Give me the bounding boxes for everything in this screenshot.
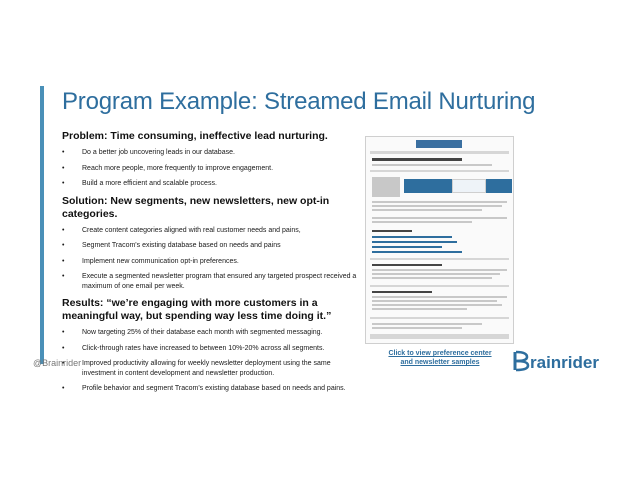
preview-link-line <box>372 241 457 243</box>
preview-text-line <box>372 205 502 207</box>
preview-text-line <box>372 269 507 271</box>
preview-text-line <box>372 296 507 298</box>
problem-bullet: • Build a more efficient and scalable process. <box>62 179 362 189</box>
results-bullet: • Improved productivity allowing for weekly newsletter deployment using the same investment in content development and newsletter production. <box>62 359 362 378</box>
preview-rule <box>370 317 509 319</box>
preview-text-line <box>372 264 442 266</box>
slide-content <box>62 130 362 400</box>
preview-logo-box <box>452 179 486 193</box>
problem-bullet: • Do a better job uncovering leads in our database. <box>62 148 362 158</box>
preview-text-line <box>372 273 500 275</box>
preview-text-line <box>372 327 462 329</box>
results-bullets <box>62 328 362 394</box>
preview-text-line <box>372 308 467 310</box>
preview-link-line <box>372 236 452 238</box>
problem-bullets <box>62 148 362 189</box>
preview-text-line <box>372 217 507 219</box>
solution-bullet: • Implement new communication opt-in preferences. <box>62 257 362 267</box>
brainrider-wordmark: rainrider <box>530 353 599 372</box>
solution-heading: Solution: New segments, new newsletters, new opt-in categories. <box>62 194 330 220</box>
preview-logo <box>416 140 462 148</box>
accent-bar <box>40 86 44 364</box>
preview-text-line <box>372 164 492 166</box>
results-heading: Results: “we’re engaging with more customers in a meaningful way, but spending way less time doing it.” <box>62 297 332 322</box>
preview-text-block <box>372 177 400 197</box>
preview-link-line <box>372 246 442 248</box>
preview-text-line <box>372 300 497 302</box>
problem-bullet: • Reach more people, more frequently to improve engagement. <box>62 164 362 174</box>
results-bullet: • Now targeting 25% of their database each month with segmented messaging. <box>62 328 362 338</box>
solution-bullet: • Execute a segmented newsletter program that ensured any targeted prospect received a maximum of one email per week. <box>62 272 362 291</box>
solution-bullet: • Create content categories aligned with real customer needs and pains, <box>62 226 362 236</box>
solution-bullet: • Segment Tracom's existing database based on needs and pains <box>62 241 362 251</box>
preview-text-line <box>372 158 462 161</box>
preview-rule <box>370 285 509 287</box>
newsletter-preview-image[interactable] <box>365 136 514 344</box>
results-bullet: • Profile behavior and segment Tracom's existing database based on needs and pains. <box>62 384 362 394</box>
preview-rule <box>370 258 509 260</box>
preview-text-line <box>372 323 482 325</box>
preview-footer-bar <box>370 334 509 339</box>
preview-text-line <box>372 201 507 203</box>
preview-text-line <box>372 230 412 232</box>
results-bullet: • Click-through rates have increased to between 10%-20% across all segments. <box>62 344 362 354</box>
preview-link-line <box>372 251 462 253</box>
preview-rule <box>370 170 509 172</box>
problem-heading: Problem: Time consuming, ineffective lead nurturing. <box>62 130 328 142</box>
preview-text-line <box>372 209 482 211</box>
preview-text-line <box>372 221 472 223</box>
preview-text-line <box>372 277 492 279</box>
brainrider-logo <box>513 350 609 372</box>
footer-handle: @Brainrider <box>33 358 82 368</box>
preview-center-link[interactable]: Click to view preference center and newsletter samples <box>388 350 492 366</box>
preview-text-line <box>372 291 432 293</box>
brainrider-logo-icon <box>515 352 528 370</box>
preview-rule <box>370 151 509 154</box>
slide-title: Program Example: Streamed Email Nurturing <box>62 88 536 115</box>
preview-text-line <box>372 304 502 306</box>
solution-bullets <box>62 226 362 292</box>
